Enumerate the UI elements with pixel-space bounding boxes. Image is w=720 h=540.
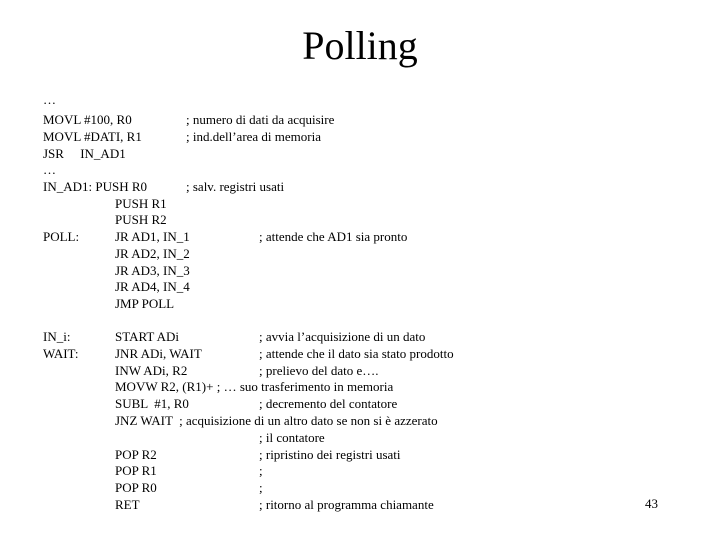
code-instruction: POP R0: [115, 480, 157, 495]
code-comment: ; attende che il dato sia stato prodotto: [259, 346, 454, 361]
code-instruction: POP R1: [115, 463, 157, 478]
code-line: IN_AD1: PUSH R0: [43, 179, 148, 194]
page-number: 43: [645, 496, 658, 511]
code-instruction: JMP POLL: [115, 296, 175, 311]
code-instruction: JR AD1, IN_1: [115, 229, 190, 244]
code-label: IN_i:: [43, 329, 71, 344]
code-instruction: JR AD3, IN_3: [115, 263, 190, 278]
code-comment: ; ripristino dei registri usati: [259, 447, 401, 462]
code-comment: ;: [259, 480, 263, 495]
code-comment: ; avvia l’acquisizione di un dato: [259, 329, 426, 344]
code-comment: ; numero di dati da acquisire: [186, 112, 335, 127]
code-comment: ; attende che AD1 sia pronto: [259, 229, 408, 244]
code-line: JSR IN_AD1: [43, 146, 126, 161]
code-comment: ; ritorno al programma chiamante: [259, 497, 434, 512]
code-label: POLL:: [43, 229, 80, 244]
code-comment: ;: [259, 463, 263, 478]
code-line: MOVL #100, R0: [43, 112, 132, 127]
code-instruction: JNZ WAIT ; acquisizione di un altro dato se non si è azzerato: [115, 413, 438, 428]
code-instruction: SUBL #1, R0: [115, 396, 189, 411]
code-instruction: JR AD4, IN_4: [115, 279, 190, 294]
code-instruction: MOVW R2, (R1)+ ; … suo trasferimento in memoria: [115, 379, 394, 394]
code-comment: ; salv. registri usati: [186, 179, 285, 194]
code-comment: ; prelievo del dato e….: [259, 363, 379, 378]
code-instruction: INW ADi, R2: [115, 363, 188, 378]
code-instruction: JR AD2, IN_2: [115, 246, 190, 261]
code-ellipsis: …: [43, 92, 56, 107]
code-instruction: POP R2: [115, 447, 157, 462]
code-label: WAIT:: [43, 346, 79, 361]
code-ellipsis: …: [43, 162, 56, 177]
code-line: MOVL #DATI, R1: [43, 129, 142, 144]
code-instruction: PUSH R1: [115, 196, 167, 211]
code-comment: ; decremento del contatore: [259, 396, 398, 411]
code-comment: ; il contatore: [259, 430, 325, 445]
code-instruction: PUSH R2: [115, 212, 167, 227]
slide-title: Polling: [302, 23, 418, 68]
code-instruction: START ADi: [115, 329, 180, 344]
code-instruction: RET: [115, 497, 140, 512]
code-instruction: JNR ADi, WAIT: [115, 346, 202, 361]
code-comment: ; ind.dell’area di memoria: [186, 129, 322, 144]
